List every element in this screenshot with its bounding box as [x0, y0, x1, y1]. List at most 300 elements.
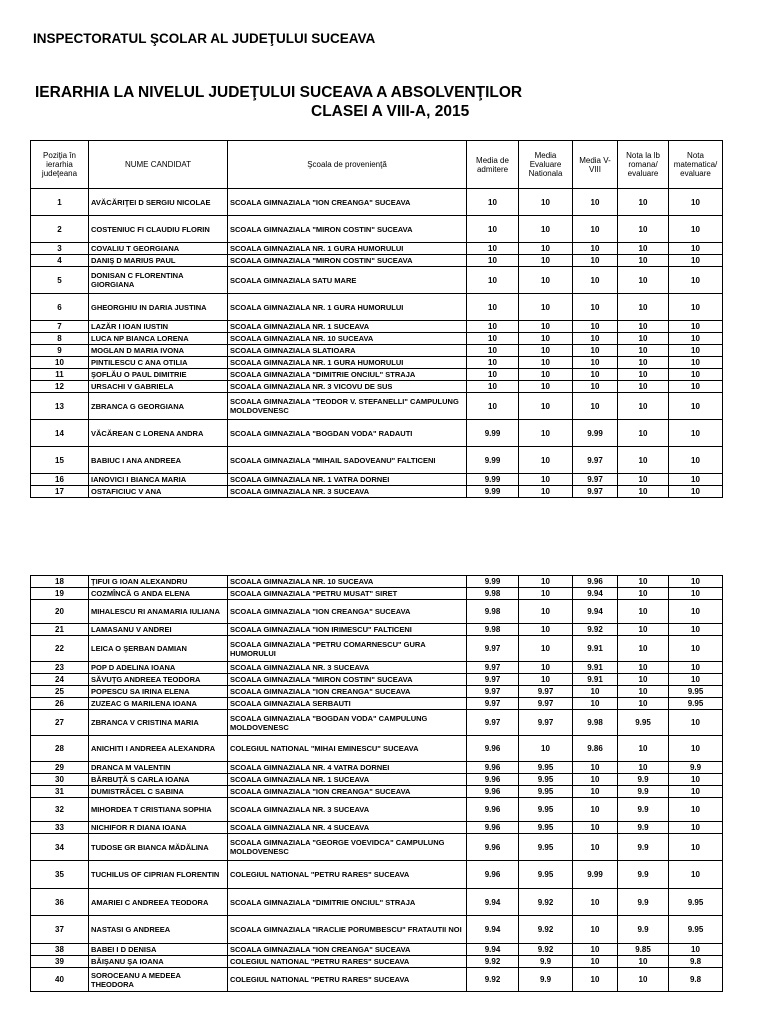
evaluation-average-cell: 10 [519, 216, 573, 243]
romanian-grade-cell: 10 [618, 588, 669, 600]
school-cell: SCOALA GIMNAZIALA "MIHAIL SADOVEANU" FALTICENI [228, 447, 467, 474]
table-row [31, 393, 723, 420]
rank-cell: 22 [31, 636, 89, 662]
evaluation-average-cell: 9.97 [519, 686, 573, 698]
school-cell: SCOALA GIMNAZIALA NR. 1 SUCEAVA [228, 321, 467, 333]
table-row [31, 255, 723, 267]
math-grade-cell: 10 [669, 345, 723, 357]
admission-average-cell: 9.97 [467, 698, 519, 710]
average-5-8-cell: 10 [573, 698, 618, 710]
rank-cell: 18 [31, 576, 89, 588]
romanian-grade-cell: 9.9 [618, 834, 669, 861]
school-cell: SCOALA GIMNAZIALA NR. 10 SUCEAVA [228, 333, 467, 345]
math-grade-cell: 10 [669, 576, 723, 588]
average-5-8-cell: 9.96 [573, 576, 618, 588]
math-grade-cell: 9.8 [669, 956, 723, 968]
math-grade-cell: 10 [669, 381, 723, 393]
admission-average-cell: 9.92 [467, 968, 519, 992]
admission-average-cell: 9.94 [467, 944, 519, 956]
rank-cell: 12 [31, 381, 89, 393]
school-cell: SCOALA GIMNAZIALA NR. 1 SUCEAVA [228, 774, 467, 786]
candidate-name-cell: TUDOSE GR BIANCA MĂDĂLINA [89, 834, 228, 861]
romanian-grade-cell: 9.9 [618, 889, 669, 916]
col-header-position: Poziţia în ierarhia judeţeana [31, 141, 89, 189]
evaluation-average-cell: 10 [519, 674, 573, 686]
candidate-name-cell: LUCA NP BIANCA LORENA [89, 333, 228, 345]
school-cell: SCOALA GIMNAZIALA "MIRON COSTIN" SUCEAVA [228, 674, 467, 686]
school-cell: SCOALA GIMNAZIALA SERBAUTI [228, 698, 467, 710]
candidate-name-cell: COVALIU T GEORGIANA [89, 243, 228, 255]
evaluation-average-cell: 10 [519, 636, 573, 662]
institution-name: INSPECTORATUL ŞCOLAR AL JUDEŢULUI SUCEAVA [33, 31, 376, 46]
admission-average-cell: 9.99 [467, 486, 519, 498]
math-grade-cell: 10 [669, 216, 723, 243]
school-cell: SCOALA GIMNAZIALA "DIMITRIE ONCIUL" STRAJA [228, 369, 467, 381]
average-5-8-cell: 10 [573, 345, 618, 357]
col-header-school: Şcoala de provenienţă [228, 141, 467, 189]
evaluation-average-cell: 9.95 [519, 786, 573, 798]
school-cell: SCOALA GIMNAZIALA "ION CREANGA" SUCEAVA [228, 600, 467, 624]
candidate-name-cell: DUMISTRĂCEL C SABINA [89, 786, 228, 798]
math-grade-cell: 10 [669, 822, 723, 834]
romanian-grade-cell: 9.9 [618, 916, 669, 944]
math-grade-cell: 10 [669, 267, 723, 294]
rank-cell: 39 [31, 956, 89, 968]
admission-average-cell: 9.96 [467, 786, 519, 798]
table-row [31, 662, 723, 674]
table-row [31, 216, 723, 243]
evaluation-average-cell: 9.92 [519, 944, 573, 956]
school-cell: SCOALA GIMNAZIALA NR. 4 VATRA DORNEI [228, 762, 467, 774]
rank-cell: 26 [31, 698, 89, 710]
romanian-grade-cell: 10 [618, 369, 669, 381]
candidate-name-cell: GHEORGHIU IN DARIA JUSTINA [89, 294, 228, 321]
math-grade-cell: 10 [669, 420, 723, 447]
table-row [31, 345, 723, 357]
romanian-grade-cell: 9.85 [618, 944, 669, 956]
candidate-name-cell: BĂRBUŢĂ S CARLA IOANA [89, 774, 228, 786]
evaluation-average-cell: 10 [519, 420, 573, 447]
math-grade-cell: 10 [669, 357, 723, 369]
evaluation-average-cell: 9.95 [519, 861, 573, 889]
table-row [31, 889, 723, 916]
candidate-name-cell: DRANCA M VALENTIN [89, 762, 228, 774]
admission-average-cell: 9.97 [467, 636, 519, 662]
rank-cell: 4 [31, 255, 89, 267]
table-row [31, 381, 723, 393]
rank-cell: 21 [31, 624, 89, 636]
admission-average-cell: 9.94 [467, 916, 519, 944]
candidate-name-cell: OSTAFICIUC V ANA [89, 486, 228, 498]
average-5-8-cell: 10 [573, 916, 618, 944]
romanian-grade-cell: 10 [618, 393, 669, 420]
candidate-name-cell: DANIŞ D MARIUS PAUL [89, 255, 228, 267]
evaluation-average-cell: 10 [519, 624, 573, 636]
rank-cell: 5 [31, 267, 89, 294]
admission-average-cell: 10 [467, 216, 519, 243]
math-grade-cell: 10 [669, 786, 723, 798]
romanian-grade-cell: 10 [618, 576, 669, 588]
admission-average-cell: 10 [467, 333, 519, 345]
school-cell: SCOALA GIMNAZIALA "MIRON COSTIN" SUCEAVA [228, 216, 467, 243]
candidate-name-cell: ZBRANCA G GEORGIANA [89, 393, 228, 420]
math-grade-cell: 10 [669, 710, 723, 736]
evaluation-average-cell: 10 [519, 333, 573, 345]
rank-cell: 37 [31, 916, 89, 944]
admission-average-cell: 9.92 [467, 956, 519, 968]
average-5-8-cell: 10 [573, 255, 618, 267]
candidate-name-cell: ZBRANCA V CRISTINA MARIA [89, 710, 228, 736]
rank-cell: 17 [31, 486, 89, 498]
romanian-grade-cell: 10 [618, 736, 669, 762]
table-row [31, 736, 723, 762]
romanian-grade-cell: 10 [618, 698, 669, 710]
average-5-8-cell: 9.86 [573, 736, 618, 762]
candidate-name-cell: AMARIEI C ANDREEA TEODORA [89, 889, 228, 916]
rank-cell: 2 [31, 216, 89, 243]
admission-average-cell: 9.98 [467, 600, 519, 624]
average-5-8-cell: 9.99 [573, 420, 618, 447]
table-row [31, 189, 723, 216]
average-5-8-cell: 10 [573, 834, 618, 861]
ranking-table-part1 [30, 140, 723, 498]
romanian-grade-cell: 10 [618, 686, 669, 698]
average-5-8-cell: 10 [573, 822, 618, 834]
romanian-grade-cell: 10 [618, 243, 669, 255]
romanian-grade-cell: 9.9 [618, 798, 669, 822]
ranking-table-part2 [30, 575, 723, 992]
admission-average-cell: 10 [467, 267, 519, 294]
school-cell: SCOALA GIMNAZIALA "ION CREANGA" SUCEAVA [228, 189, 467, 216]
candidate-name-cell: BABIUC I ANA ANDREEA [89, 447, 228, 474]
table-row [31, 486, 723, 498]
rank-cell: 10 [31, 357, 89, 369]
candidate-name-cell: TUCHILUS OF CIPRIAN FLORENTIN [89, 861, 228, 889]
average-5-8-cell: 10 [573, 267, 618, 294]
math-grade-cell: 9.95 [669, 916, 723, 944]
table-row [31, 762, 723, 774]
rank-cell: 3 [31, 243, 89, 255]
admission-average-cell: 10 [467, 294, 519, 321]
admission-average-cell: 9.99 [467, 576, 519, 588]
rank-cell: 15 [31, 447, 89, 474]
math-grade-cell: 10 [669, 486, 723, 498]
admission-average-cell: 10 [467, 381, 519, 393]
school-cell: SCOALA GIMNAZIALA "MIRON COSTIN" SUCEAVA [228, 255, 467, 267]
math-grade-cell: 10 [669, 736, 723, 762]
romanian-grade-cell: 9.9 [618, 774, 669, 786]
rank-cell: 38 [31, 944, 89, 956]
school-cell: SCOALA GIMNAZIALA NR. 3 SUCEAVA [228, 798, 467, 822]
average-5-8-cell: 9.94 [573, 600, 618, 624]
table-row [31, 420, 723, 447]
school-cell: SCOALA GIMNAZIALA "ION CREANGA" SUCEAVA [228, 686, 467, 698]
candidate-name-cell: ŞOFLĂU O PAUL DIMITRIE [89, 369, 228, 381]
col-header-math-grade: Nota matematica/ evaluare [669, 141, 723, 189]
evaluation-average-cell: 10 [519, 393, 573, 420]
rank-cell: 32 [31, 798, 89, 822]
school-cell: SCOALA GIMNAZIALA NR. 1 GURA HUMORULUI [228, 294, 467, 321]
admission-average-cell: 9.96 [467, 834, 519, 861]
evaluation-average-cell: 10 [519, 474, 573, 486]
math-grade-cell: 9.9 [669, 762, 723, 774]
candidate-name-cell: LEICA O ŞERBAN DAMIAN [89, 636, 228, 662]
math-grade-cell: 10 [669, 243, 723, 255]
rank-cell: 30 [31, 774, 89, 786]
rank-cell: 6 [31, 294, 89, 321]
table-row [31, 474, 723, 486]
math-grade-cell: 9.95 [669, 698, 723, 710]
rank-cell: 40 [31, 968, 89, 992]
admission-average-cell: 10 [467, 255, 519, 267]
average-5-8-cell: 9.94 [573, 588, 618, 600]
admission-average-cell: 9.96 [467, 774, 519, 786]
rank-cell: 34 [31, 834, 89, 861]
romanian-grade-cell: 10 [618, 321, 669, 333]
math-grade-cell: 10 [669, 393, 723, 420]
admission-average-cell: 10 [467, 393, 519, 420]
romanian-grade-cell: 10 [618, 956, 669, 968]
admission-average-cell: 9.96 [467, 762, 519, 774]
table-row [31, 600, 723, 624]
school-cell: SCOALA GIMNAZIALA "PETRU COMARNESCU" GURA HUMORULUI [228, 636, 467, 662]
romanian-grade-cell: 10 [618, 333, 669, 345]
average-5-8-cell: 9.91 [573, 636, 618, 662]
school-cell: SCOALA GIMNAZIALA NR. 1 GURA HUMORULUI [228, 243, 467, 255]
math-grade-cell: 10 [669, 834, 723, 861]
candidate-name-cell: DONISAN C FLORENTINA GIORGIANA [89, 267, 228, 294]
average-5-8-cell: 10 [573, 798, 618, 822]
table-row [31, 624, 723, 636]
school-cell: COLEGIUL NATIONAL "PETRU RARES" SUCEAVA [228, 968, 467, 992]
evaluation-average-cell: 10 [519, 321, 573, 333]
admission-average-cell: 10 [467, 243, 519, 255]
rank-cell: 33 [31, 822, 89, 834]
table-row [31, 822, 723, 834]
school-cell: SCOALA GIMNAZIALA "IRACLIE PORUMBESCU" FRATAUTII NOI [228, 916, 467, 944]
table-row [31, 321, 723, 333]
table-row [31, 294, 723, 321]
average-5-8-cell: 10 [573, 369, 618, 381]
candidate-name-cell: AVĂCĂRIŢEI D SERGIU NICOLAE [89, 189, 228, 216]
rank-cell: 13 [31, 393, 89, 420]
math-grade-cell: 10 [669, 369, 723, 381]
romanian-grade-cell: 10 [618, 968, 669, 992]
admission-average-cell: 9.97 [467, 686, 519, 698]
evaluation-average-cell: 10 [519, 447, 573, 474]
evaluation-average-cell: 9.92 [519, 916, 573, 944]
math-grade-cell: 10 [669, 474, 723, 486]
admission-average-cell: 10 [467, 345, 519, 357]
math-grade-cell: 10 [669, 944, 723, 956]
candidate-name-cell: NASTASI G ANDREEA [89, 916, 228, 944]
evaluation-average-cell: 10 [519, 588, 573, 600]
evaluation-average-cell: 9.9 [519, 968, 573, 992]
school-cell: SCOALA GIMNAZIALA "TEODOR V. STEFANELLI" CAMPULUNG MOLDOVENESC [228, 393, 467, 420]
candidate-name-cell: ZUZEAC G MARILENA IOANA [89, 698, 228, 710]
school-cell: SCOALA GIMNAZIALA "ION IRIMESCU" FALTICENI [228, 624, 467, 636]
candidate-name-cell: COZMÎNCĂ G ANDA ELENA [89, 588, 228, 600]
romanian-grade-cell: 10 [618, 662, 669, 674]
col-header-name: NUME CANDIDAT [89, 141, 228, 189]
romanian-grade-cell: 10 [618, 267, 669, 294]
admission-average-cell: 9.97 [467, 710, 519, 736]
rank-cell: 14 [31, 420, 89, 447]
evaluation-average-cell: 9.97 [519, 710, 573, 736]
romanian-grade-cell: 9.9 [618, 786, 669, 798]
candidate-name-cell: POP D ADELINA IOANA [89, 662, 228, 674]
evaluation-average-cell: 9.92 [519, 889, 573, 916]
average-5-8-cell: 10 [573, 686, 618, 698]
romanian-grade-cell: 10 [618, 294, 669, 321]
average-5-8-cell: 9.91 [573, 674, 618, 686]
admission-average-cell: 9.96 [467, 822, 519, 834]
average-5-8-cell: 10 [573, 944, 618, 956]
math-grade-cell: 10 [669, 255, 723, 267]
table-row [31, 636, 723, 662]
romanian-grade-cell: 10 [618, 674, 669, 686]
average-5-8-cell: 10 [573, 774, 618, 786]
table-row [31, 968, 723, 992]
romanian-grade-cell: 10 [618, 636, 669, 662]
table-body-part2 [31, 576, 723, 992]
table-row [31, 333, 723, 345]
table-row [31, 267, 723, 294]
table-row [31, 686, 723, 698]
romanian-grade-cell: 10 [618, 255, 669, 267]
table-row [31, 576, 723, 588]
table-row [31, 674, 723, 686]
rank-cell: 23 [31, 662, 89, 674]
evaluation-average-cell: 10 [519, 369, 573, 381]
average-5-8-cell: 10 [573, 333, 618, 345]
romanian-grade-cell: 10 [618, 600, 669, 624]
average-5-8-cell: 9.97 [573, 486, 618, 498]
evaluation-average-cell: 9.95 [519, 798, 573, 822]
admission-average-cell: 9.99 [467, 447, 519, 474]
math-grade-cell: 10 [669, 662, 723, 674]
candidate-name-cell: PINTILESCU C ANA OTILIA [89, 357, 228, 369]
admission-average-cell: 9.94 [467, 889, 519, 916]
rank-cell: 1 [31, 189, 89, 216]
candidate-name-cell: SĂVUŢG ANDREEA TEODORA [89, 674, 228, 686]
candidate-name-cell: BABEI I D DENISA [89, 944, 228, 956]
romanian-grade-cell: 10 [618, 762, 669, 774]
math-grade-cell: 10 [669, 624, 723, 636]
admission-average-cell: 10 [467, 369, 519, 381]
admission-average-cell: 9.98 [467, 588, 519, 600]
average-5-8-cell: 9.97 [573, 474, 618, 486]
romanian-grade-cell: 10 [618, 189, 669, 216]
table-body-part1 [31, 189, 723, 498]
table-row [31, 588, 723, 600]
table-row [31, 798, 723, 822]
candidate-name-cell: SOROCEANU A MEDEEA THEODORA [89, 968, 228, 992]
average-5-8-cell: 9.91 [573, 662, 618, 674]
rank-cell: 20 [31, 600, 89, 624]
col-header-average-5-8: Media V-VIII [573, 141, 618, 189]
math-grade-cell: 9.95 [669, 889, 723, 916]
table-row [31, 369, 723, 381]
candidate-name-cell: MOGLAN D MARIA IVONA [89, 345, 228, 357]
admission-average-cell: 9.97 [467, 662, 519, 674]
school-cell: SCOALA GIMNAZIALA SLATIOARA [228, 345, 467, 357]
admission-average-cell: 10 [467, 189, 519, 216]
school-cell: COLEGIUL NATIONAL "PETRU RARES" SUCEAVA [228, 861, 467, 889]
average-5-8-cell: 10 [573, 321, 618, 333]
evaluation-average-cell: 9.97 [519, 698, 573, 710]
math-grade-cell: 10 [669, 600, 723, 624]
evaluation-average-cell: 10 [519, 662, 573, 674]
candidate-name-cell: ŢIFUI G IOAN ALEXANDRU [89, 576, 228, 588]
admission-average-cell: 9.99 [467, 420, 519, 447]
admission-average-cell: 10 [467, 321, 519, 333]
candidate-name-cell: MIHALESCU RI ANAMARIA IULIANA [89, 600, 228, 624]
candidate-name-cell: NICHIFOR R DIANA IOANA [89, 822, 228, 834]
evaluation-average-cell: 9.95 [519, 822, 573, 834]
average-5-8-cell: 10 [573, 243, 618, 255]
rank-cell: 25 [31, 686, 89, 698]
admission-average-cell: 9.96 [467, 798, 519, 822]
romanian-grade-cell: 10 [618, 447, 669, 474]
rank-cell: 36 [31, 889, 89, 916]
document-title-line1: IERARHIA LA NIVELUL JUDEŢULUI SUCEAVA A ABSOLVENŢILOR [35, 84, 523, 101]
rank-cell: 29 [31, 762, 89, 774]
candidate-name-cell: VĂCĂREAN C LORENA ANDRA [89, 420, 228, 447]
romanian-grade-cell: 10 [618, 474, 669, 486]
math-grade-cell: 10 [669, 588, 723, 600]
math-grade-cell: 10 [669, 321, 723, 333]
rank-cell: 28 [31, 736, 89, 762]
evaluation-average-cell: 10 [519, 357, 573, 369]
rank-cell: 24 [31, 674, 89, 686]
rank-cell: 9 [31, 345, 89, 357]
rank-cell: 11 [31, 369, 89, 381]
school-cell: SCOALA GIMNAZIALA "BOGDAN VODA" RADAUTI [228, 420, 467, 447]
admission-average-cell: 10 [467, 357, 519, 369]
admission-average-cell: 9.98 [467, 624, 519, 636]
table-row [31, 944, 723, 956]
school-cell: SCOALA GIMNAZIALA NR. 3 VICOVU DE SUS [228, 381, 467, 393]
school-cell: SCOALA GIMNAZIALA SATU MARE [228, 267, 467, 294]
table-row [31, 710, 723, 736]
table-row [31, 243, 723, 255]
average-5-8-cell: 9.98 [573, 710, 618, 736]
school-cell: COLEGIUL NATIONAL "MIHAI EMINESCU" SUCEAVA [228, 736, 467, 762]
evaluation-average-cell: 10 [519, 189, 573, 216]
rank-cell: 35 [31, 861, 89, 889]
school-cell: SCOALA GIMNAZIALA NR. 1 GURA HUMORULUI [228, 357, 467, 369]
school-cell: SCOALA GIMNAZIALA "BOGDAN VODA" CAMPULUNG MOLDOVENESC [228, 710, 467, 736]
romanian-grade-cell: 10 [618, 420, 669, 447]
romanian-grade-cell: 10 [618, 624, 669, 636]
evaluation-average-cell: 9.95 [519, 774, 573, 786]
table-row [31, 861, 723, 889]
school-cell: SCOALA GIMNAZIALA "ION CREANGA" SUCEAVA [228, 786, 467, 798]
admission-average-cell: 9.96 [467, 736, 519, 762]
average-5-8-cell: 10 [573, 889, 618, 916]
candidate-name-cell: LAZĂR I IOAN IUSTIN [89, 321, 228, 333]
evaluation-average-cell: 10 [519, 736, 573, 762]
rank-cell: 16 [31, 474, 89, 486]
rank-cell: 27 [31, 710, 89, 736]
school-cell: SCOALA GIMNAZIALA NR. 3 SUCEAVA [228, 662, 467, 674]
rank-cell: 8 [31, 333, 89, 345]
average-5-8-cell: 9.92 [573, 624, 618, 636]
candidate-name-cell: LAMASANU V ANDREI [89, 624, 228, 636]
evaluation-average-cell: 10 [519, 381, 573, 393]
math-grade-cell: 10 [669, 294, 723, 321]
